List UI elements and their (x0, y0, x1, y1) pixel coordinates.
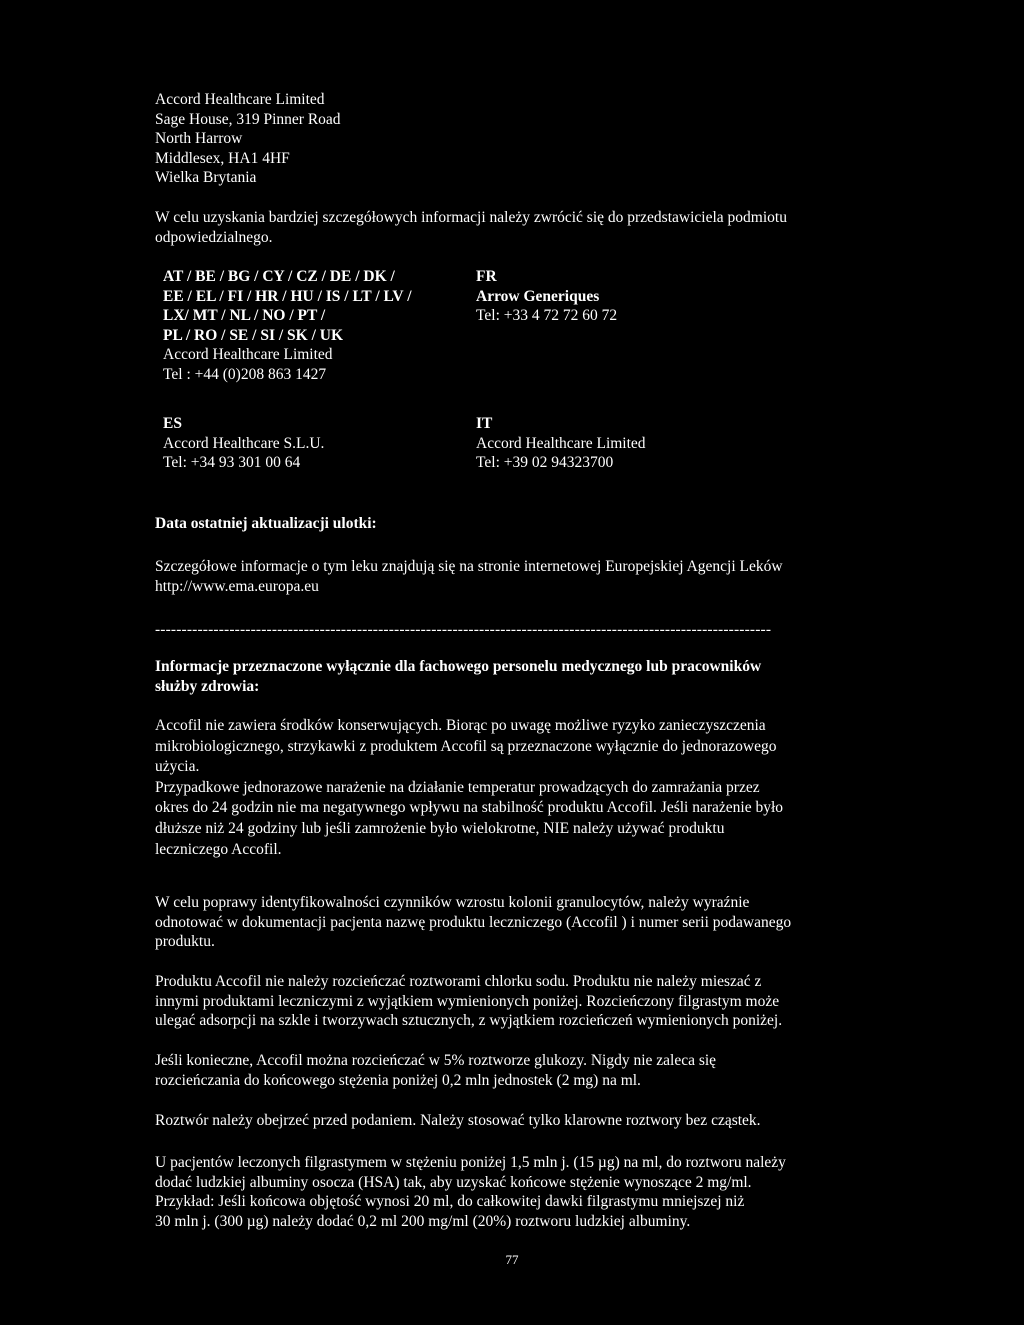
address-line: Accord Healthcare Limited (155, 91, 325, 108)
rep-phone: Tel: +39 02 94323700 (476, 454, 614, 471)
paragraph-line: Przypadkowe jednorazowe narażenie na działanie temperatur prowadzących do zamrażania przez (155, 778, 760, 796)
rep-country: IT (476, 415, 493, 432)
paragraph-line: leczniczego Accofil. (155, 840, 282, 858)
page-number: 77 (505, 1252, 519, 1267)
paragraph-line: Accofil nie zawiera środków konserwujących. Biorąc po uwagę możliwe ryzyko zanieczyszczenia (155, 717, 766, 734)
heading-line: Informacje przeznaczone wyłącznie dla fachowego personelu medycznego lub pracowników (155, 658, 762, 675)
ema-link[interactable]: http://www.ema.europa.eu (155, 577, 319, 595)
rep-company: Accord Healthcare S.L.U. (163, 434, 325, 452)
paragraph-albumin (155, 1153, 786, 1231)
rep-it (476, 414, 646, 473)
contact-note (155, 208, 787, 247)
address-line: Middlesex, HA1 4HF (155, 149, 290, 167)
paragraph-line: użycia. (155, 758, 200, 776)
address-block (155, 90, 341, 188)
rep-countries: LX/ MT / NL / NO / PT / (163, 307, 326, 324)
paragraph-line: Produktu Accofil nie należy rozcieńczać roztworami chlorku sodu. Produktu nie należy mieszać z (155, 973, 762, 990)
update-info-line: Szczegółowe informacje o tym leku znajdują się na stronie internetowej Europejskiej Agencji Leków (155, 558, 783, 575)
rep-fr (476, 267, 617, 326)
paragraph-line: Jeśli konieczne, Accofil można rozcieńczać w 5% roztworze glukozy. Nigdy nie zaleca się (155, 1052, 717, 1069)
paragraph-line: dodać ludzkiej albuminy osocza (HSA) tak, aby uzyskać końcowe stężenie wynoszące 2 mg/ml. (155, 1173, 752, 1191)
paragraph-line: Roztwór należy obejrzeć przed podaniem. Należy stosować tylko klarowne roztwory bez cząstek. (155, 1112, 761, 1129)
rep-company: Accord Healthcare Limited (163, 346, 333, 363)
rep-company: Accord Healthcare Limited (476, 434, 646, 452)
rep-phone: Tel: +33 4 72 72 60 72 (476, 307, 618, 324)
paragraph-line: W celu poprawy identyfikowalności czynników wzrostu kolonii granulocytów, należy wyraźnie (155, 894, 750, 911)
update-info (155, 557, 783, 596)
paragraph-line: mikrobiologicznego, strzykawki z produktem Accofil są przeznaczone wyłącznie do jednorazowego (155, 737, 777, 755)
paragraph-traceability (155, 893, 791, 952)
address-line: Wielka Brytania (155, 169, 257, 186)
paragraph-line: rozcieńczania do końcowego stężenia poniżej 0,2 mln jednostek (2 mg) na ml. (155, 1071, 641, 1089)
rep-country: ES (163, 415, 182, 432)
paragraph-line: dłuższe niż 24 godziny lub jeśli zamrożenie było wielokrotne, NIE należy używać produktu (155, 819, 725, 837)
paragraph-glucose-dilution (155, 1051, 716, 1090)
rep-countries: AT / BE / BG / CY / CZ / DE / DK / (163, 268, 395, 285)
rep-country: FR (476, 268, 497, 285)
rep-phone: Tel: +34 93 301 00 64 (163, 454, 301, 471)
contact-note-line: odpowiedzialnego. (155, 228, 273, 246)
address-line: North Harrow (155, 130, 243, 147)
separator-line: -------------------------------------------------------------------------------------------------------------------- (155, 621, 772, 638)
paragraph-line: Przykład: Jeśli końcowa objętość wynosi 20 ml, do całkowitej dawki filgrastymu mniejszej niż (155, 1193, 745, 1210)
paragraph-line: odnotować w dokumentacji pacjenta nazwę produktu leczniczego (Accofil ) i numer serii podawanego (155, 913, 792, 931)
paragraph-line: 30 mln j. (300 µg) należy dodać 0,2 ml 200 mg/ml (20%) roztworu ludzkiej albuminy. (155, 1212, 691, 1230)
heading-line: służby zdrowia: (155, 677, 260, 695)
rep-countries: PL / RO / SE / SI / SK / UK (163, 326, 344, 344)
update-heading: Data ostatniej aktualizacji ulotki: (155, 515, 377, 532)
professional-heading (155, 657, 761, 696)
paragraph-line: U pacjentów leczonych filgrastymem w stężeniu poniżej 1,5 mln j. (15 µg) na ml, do roztworu należy (155, 1154, 786, 1171)
paragraph-line: okres do 24 godzin nie ma negatywnego wpływu na stabilność produktu Accofil. Jeśli narażenie było (155, 799, 784, 817)
paragraph-inspection (155, 1111, 761, 1131)
paragraph-line: produktu. (155, 933, 215, 950)
paragraph-preservatives (155, 716, 783, 860)
rep-countries: EE / EL / FI / HR / HU / IS / LT / LV / (163, 287, 412, 305)
rep-es (163, 414, 324, 473)
contact-note-line: W celu uzyskania bardziej szczegółowych informacji należy zwrócić się do przedstawiciela podmiotu (155, 209, 787, 226)
paragraph-dilution-restrictions (155, 972, 782, 1031)
address-line: Sage House, 319 Pinner Road (155, 110, 341, 128)
rep-multi-country (163, 267, 412, 384)
paragraph-line: ulegać adsorpcji na szkle i tworzywach sztucznych, z wyjątkiem rozcieńczeń wymienionych poniżej. (155, 1012, 783, 1029)
paragraph-line: innymi produktami leczniczymi z wyjątkiem wymienionych poniżej. Rozcieńczony filgrastym może (155, 992, 780, 1010)
rep-company: Arrow Generiques (476, 287, 600, 305)
rep-phone: Tel : +44 (0)208 863 1427 (163, 365, 327, 383)
